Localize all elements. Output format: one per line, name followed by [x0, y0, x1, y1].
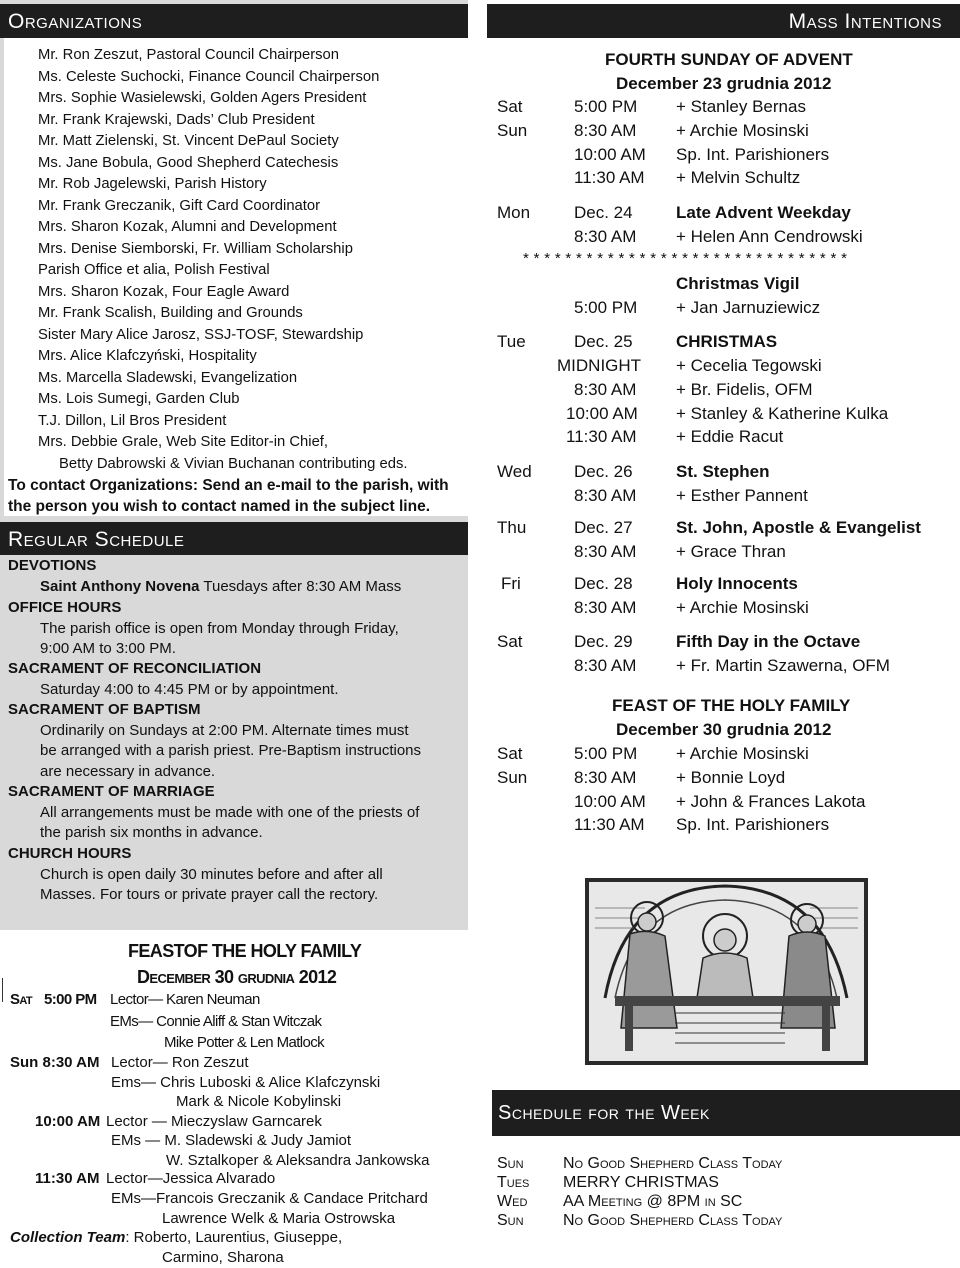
- collection-team-names2: Carmino, Sharona: [162, 1249, 284, 1266]
- week-schedule-header: [492, 1090, 960, 1136]
- mass-time: 8:30 AM: [574, 598, 637, 617]
- mass-intention: + Fr. Martin Szawerna, OFM: [676, 656, 890, 675]
- ministers-sun10-ems2: W. Sztalkoper & Aleksandra Jankowska: [166, 1152, 430, 1169]
- week1-date: December 23 grudnia 2012: [616, 74, 832, 93]
- mass-day: Fri: [501, 574, 521, 593]
- mass-time: 11:30 AM: [566, 427, 637, 447]
- organization-member: Mr. Matt Zielenski, St. Vincent DePaul Society: [38, 133, 339, 149]
- mass-intention: + Eddie Racut: [676, 427, 784, 447]
- week2-date: December 30 grudnia 2012: [616, 720, 832, 739]
- ministers-sun10-lector: Lector — Mieczyslaw Garncarek: [106, 1113, 322, 1130]
- mass-day: Sun: [497, 767, 528, 787]
- vigil-title: Christmas Vigil: [676, 274, 800, 293]
- ministers-sat-lector: Lector— Karen Neuman: [110, 991, 260, 1008]
- ministers-sun830-ems2: Mark & Nicole Kobylinski: [176, 1093, 342, 1110]
- mon-time: 8:30 AM: [574, 227, 637, 246]
- organization-member: Mrs. Denise Siemborski, Fr. William Scholarship: [38, 240, 353, 257]
- week-schedule-title: Schedule for the Week: [498, 1102, 710, 1124]
- mass-intention: + Esther Pannent: [676, 486, 808, 505]
- week-event: AA Meeting @ 8PM in SC: [563, 1193, 743, 1210]
- mass-date: Dec. 26: [574, 462, 633, 481]
- ministers-divider: [2, 978, 3, 1002]
- mass-intention: Sp. Int. Parishioners: [676, 144, 830, 164]
- ministers-sun10-ems: EMs — M. Sladewski & Judy Jamiot: [111, 1132, 352, 1149]
- mon-day: Mon: [497, 203, 531, 222]
- ministers-sun830-label: Sun 8:30 AM: [10, 1054, 100, 1071]
- church-hours-line1: Church is open daily 30 minutes before and after all: [40, 866, 383, 883]
- mass-time: 10:00 AM: [574, 144, 646, 164]
- mass-day: Wed: [497, 462, 532, 481]
- organization-member: Parish Office et alia, Polish Festival: [38, 262, 270, 278]
- ministers-sun1130-label: 11:30 AM: [35, 1170, 100, 1187]
- baptism-line1: Ordinarily on Sundays at 2:00 PM. Alternate times must: [40, 722, 409, 739]
- baptism-heading: SACRAMENT OF BAPTISM: [8, 701, 201, 718]
- mass-intention: Sp. Int. Parishioners: [676, 815, 830, 835]
- week-day: Wed: [497, 1193, 528, 1210]
- mass-intention: + Bonnie Loyd: [676, 767, 786, 787]
- mass-intention: + Melvin Schultz: [676, 168, 801, 188]
- mass-time: 8:30 AM: [574, 120, 637, 140]
- organization-member: Ms. Celeste Suchocki, Finance Council Chairperson: [38, 68, 380, 85]
- reconciliation-heading: SACRAMENT OF RECONCILIATION: [8, 660, 262, 677]
- mass-time: 8:30 AM: [574, 379, 637, 399]
- ministers-date: December 30 grudnia 2012: [137, 967, 337, 987]
- week-event: No Good Shepherd Class Today: [563, 1155, 783, 1172]
- baptism-line3: are necessary in advance.: [40, 763, 216, 780]
- ministers-sat-time: 5:00 PM: [44, 991, 97, 1008]
- tue-date: Dec. 25: [574, 332, 633, 351]
- organization-member: Mrs. Sharon Kozak, Four Eagle Award: [38, 283, 290, 300]
- mass-day: Sat: [497, 632, 523, 651]
- office-hours-line2: 9:00 AM to 3:00 PM.: [40, 640, 176, 657]
- novena-name: Saint Anthony Novena: [40, 578, 200, 595]
- vigil-intention: + Jan Jarnuziewicz: [676, 298, 821, 317]
- contact-note-line2: the person you wish to contact named in the subject line.: [8, 498, 431, 515]
- organization-member: Mr. Frank Krajewski, Dads’ Club President: [38, 111, 315, 128]
- mass-time: 8:30 AM: [574, 656, 637, 675]
- organization-member: Mr. Rob Jagelewski, Parish History: [38, 176, 267, 192]
- mass-intention: + Archie Mosinski: [676, 120, 809, 140]
- week1-title: FOURTH SUNDAY OF ADVENT: [605, 50, 853, 69]
- mon-feast: Late Advent Weekday: [676, 203, 851, 222]
- week-day: Sun: [497, 1155, 524, 1172]
- mass-feast: Holy Innocents: [676, 574, 798, 593]
- organizations-header: [0, 4, 468, 38]
- organizations-title: Organizations: [8, 10, 143, 33]
- mass-day: Thu: [497, 518, 527, 537]
- ministers-sun1130-lector: Lector—Jessica Alvarado: [106, 1170, 276, 1187]
- mass-intention: + Stanley Bernas: [676, 97, 806, 116]
- mon-date: Dec. 24: [574, 203, 633, 222]
- organization-member: Mr. Ron Zeszut, Pastoral Council Chairperson: [38, 47, 339, 63]
- organization-member: Mrs. Sophie Wasielewski, Golden Agers President: [38, 90, 367, 106]
- mass-time: MIDNIGHT: [557, 356, 642, 375]
- star-divider: * * * * * * * * * * * * * * * * * * * * * * * * * * * * * * *: [523, 250, 848, 267]
- ministers-sun830-lector: Lector— Ron Zeszut: [111, 1054, 249, 1071]
- organization-member: Mr. Frank Scalish, Building and Grounds: [38, 305, 303, 321]
- mass-intentions-title: Mass Intentions: [788, 10, 942, 33]
- mass-time: 8:30 AM: [574, 542, 637, 561]
- week-event: MERRY CHRISTMAS: [563, 1174, 719, 1191]
- mass-date: Dec. 27: [574, 518, 633, 537]
- ministers-sat-day: Sat: [10, 991, 33, 1008]
- week-day: Sun: [497, 1212, 524, 1229]
- mass-time: 11:30 AM: [574, 168, 645, 188]
- tue-feast: CHRISTMAS: [676, 332, 778, 351]
- mass-intention: + Grace Thran: [676, 542, 786, 561]
- novena-line: [40, 577, 401, 597]
- collection-team-label: Collection Team: [10, 1229, 126, 1246]
- mass-intention: + John & Frances Lakota: [676, 791, 866, 811]
- organization-member: Sister Mary Alice Jarosz, SSJ-TOSF, Stewardship: [38, 326, 364, 343]
- mass-time: 11:30 AM: [574, 815, 645, 835]
- ministers-sun1130-ems: EMs—Francois Greczanik & Candace Pritchard: [111, 1190, 428, 1207]
- ministers-title: FEASTOF THE HOLY FAMILY: [128, 941, 362, 961]
- mass-time: 10:00 AM: [574, 791, 646, 811]
- mass-time: 8:30 AM: [574, 767, 637, 787]
- mon-intention: + Helen Ann Cendrowski: [676, 227, 863, 246]
- contact-note-line1: To contact Organizations: Send an e-mail to the parish, with: [8, 477, 449, 494]
- organization-member: Ms. Lois Sumegi, Garden Club: [38, 391, 240, 407]
- regular-schedule-title: Regular Schedule: [8, 528, 185, 551]
- vigil-time: 5:00 PM: [574, 298, 638, 317]
- ministers-sat-ems2: Mike Potter & Len Matlock: [164, 1034, 325, 1051]
- week-event: No Good Shepherd Class Today: [563, 1212, 783, 1229]
- mass-date: Dec. 29: [574, 632, 633, 651]
- mass-time: 5:00 PM: [574, 744, 638, 763]
- mass-intentions-header: [487, 4, 960, 38]
- reconciliation-line1: Saturday 4:00 to 4:45 PM or by appointment.: [40, 681, 339, 698]
- mass-intention: + Br. Fidelis, OFM: [676, 379, 813, 399]
- mass-time: 10:00 AM: [566, 403, 638, 423]
- mass-intention: + Stanley & Katherine Kulka: [676, 403, 889, 423]
- organization-member: Mr. Frank Greczanik, Gift Card Coordinator: [38, 197, 321, 214]
- organization-member: Mrs. Sharon Kozak, Alumni and Development: [38, 219, 337, 235]
- tue-day: Tue: [497, 332, 526, 351]
- mass-day: Sun: [497, 120, 528, 140]
- mass-time: 8:30 AM: [574, 486, 637, 505]
- ministers-sun830-ems: Ems— Chris Luboski & Alice Klafczynski: [111, 1074, 381, 1091]
- regular-schedule-header: [0, 522, 468, 555]
- devotions-heading: DEVOTIONS: [8, 557, 97, 574]
- organization-member: Mrs. Alice Klafczyński, Hospitality: [38, 348, 257, 364]
- collection-team-names: : Roberto, Laurentius, Giuseppe,: [125, 1229, 343, 1246]
- mass-feast: St. John, Apostle & Evangelist: [676, 518, 921, 537]
- holy-family-illustration: [585, 878, 868, 1065]
- mass-intention: + Archie Mosinski: [676, 744, 809, 763]
- mass-feast: St. Stephen: [676, 462, 770, 481]
- marriage-line1: All arrangements must be made with one of the priests of: [40, 804, 420, 821]
- mass-time: 5:00 PM: [574, 97, 638, 116]
- week-day: Tues: [497, 1174, 530, 1191]
- organization-member: Ms. Marcella Sladewski, Evangelization: [38, 369, 298, 386]
- ministers-sun1130-ems2: Lawrence Welk & Maria Ostrowska: [162, 1210, 396, 1227]
- mass-date: Dec. 28: [574, 574, 633, 593]
- ministers-sat-ems: EMs— Connie Aliff & Stan Witczak: [110, 1013, 322, 1030]
- mass-intention: + Cecelia Tegowski: [676, 356, 822, 375]
- organization-member: Ms. Jane Bobula, Good Shepherd Catechesis: [38, 154, 339, 171]
- mass-day: Sat: [497, 97, 523, 116]
- novena-schedule: Tuesdays after 8:30 AM Mass: [199, 578, 402, 595]
- church-hours-heading: CHURCH HOURS: [8, 845, 132, 862]
- organization-member: T.J. Dillon, Lil Bros President: [38, 412, 227, 429]
- mass-feast: Fifth Day in the Octave: [676, 632, 861, 651]
- baptism-line2: be arranged with a parish priest. Pre-Baptism instructions: [40, 742, 422, 759]
- office-hours-heading: OFFICE HOURS: [8, 599, 122, 616]
- mass-intention: + Archie Mosinski: [676, 598, 809, 617]
- mass-day: Sat: [497, 744, 523, 763]
- organization-member: Betty Dabrowski & Vivian Buchanan contributing eds.: [59, 455, 408, 472]
- week2-title: FEAST OF THE HOLY FAMILY: [612, 696, 851, 715]
- marriage-line2: the parish six months in advance.: [40, 824, 263, 841]
- office-hours-line1: The parish office is open from Monday through Friday,: [40, 620, 399, 637]
- church-hours-line2: Masses. For tours or private prayer call the rectory.: [40, 886, 379, 903]
- organization-member: Mrs. Debbie Grale, Web Site Editor-in Chief,: [38, 434, 329, 450]
- collection-team: [10, 1228, 342, 1248]
- ministers-sun10-label: 10:00 AM: [35, 1113, 101, 1130]
- marriage-heading: SACRAMENT OF MARRIAGE: [8, 783, 215, 800]
